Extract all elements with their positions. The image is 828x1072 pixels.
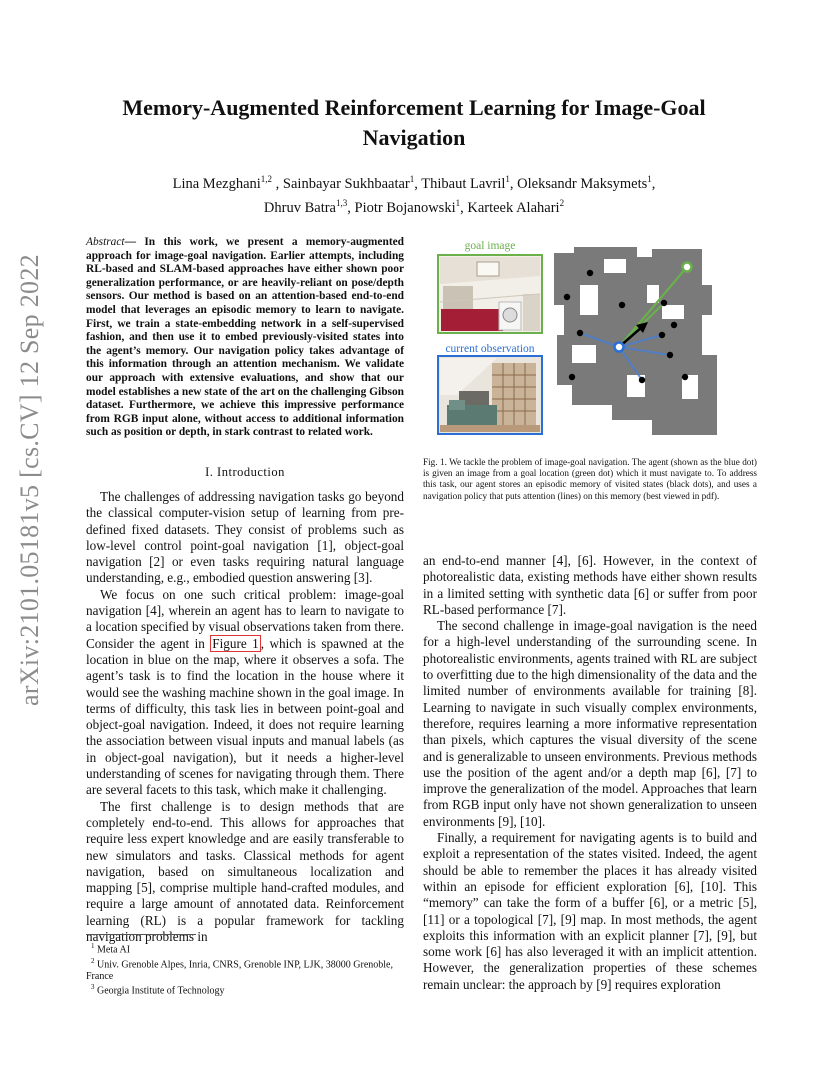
author: , Oleksandr Maksymets$^1$	[509, 174, 652, 192]
figure-1-link[interactable]: Figure 1	[212, 635, 259, 651]
red-cabinet	[441, 309, 503, 331]
paper-title: Memory-Augmented Reinforcement Learning for Image-Goal Navigation	[122, 95, 706, 150]
right-column-body	[423, 553, 757, 993]
author: , Thibaut Lavril$^1$	[414, 174, 510, 192]
abstract-label: Abstract	[86, 236, 125, 248]
author-line-1: Lina Mezghani$^{1,2}$ , Sainbayar Sukhbaatar$^1$, Thibaut Lavril$^1$, Oleksandr Maksymets$^1$,	[172, 174, 656, 192]
navigation-map	[552, 245, 727, 440]
paragraph: an end-to-end manner [4], [6]. However, in the context of photorealistic data, existing methods have either shown results in a limited setting with synthetic data [6] or suffer from poor RL-based performance [7].	[423, 553, 757, 617]
paragraph: Finally, a requirement for navigating agents is to build and exploit a representation of the states visited. Indeed, the agent should be able to remember the places it has already visited within an episode for efficient exploration [6], [10]. This “memory” can take the form of a buffer [6], or a metric [5], [11] or a topological [7], [9] map. In most methods, the agent exploits this information with an explicit planner [7], [9], but some work [6] has also leveraged it with an implicit attention. However, the generalization properties of these schemes remain unclear: the approach by [9] requires exploration	[423, 830, 757, 992]
footnote: $^1$ Meta AI	[91, 942, 131, 956]
goal-image	[437, 254, 543, 334]
goal-image-label: goal image	[464, 240, 516, 252]
abstract-text: — In this work, we present a memory-augmented approach for image-goal navigation. Earlier attempts, including RL-based and SLAM-based approaches have either shown poor generalization performance, or are heavily-reliant on pose/depth sensors. Our method is based on an attention-based end-to-end model that leverages an episodic memory to learn to navigate. First, we train a state-embedding network in a self-supervised fashion, and then use it to embed previously-visited states into the agent’s memory. Our navigation policy takes advantage of this information through an attention mechanism. We validate our approach with extensive evaluations, and show that our model establishes a new state of the art on the challenging Gibson dataset. Furthermore, we achieve this impressive performance from RGB input alone, without access to additional information such as position or depth, in stark contrast to related work.	[86, 236, 404, 439]
author: , Karteek Alahari$^2$	[460, 197, 565, 216]
author-list	[80, 170, 748, 218]
left-column-body	[86, 489, 404, 945]
author: , Piotr Bojanowski$^1$	[347, 197, 461, 216]
arxiv-stamp: arXiv:2101.05181v5 [cs.CV] 12 Sep 2022	[15, 254, 44, 706]
agent-dot	[615, 343, 624, 352]
author: Lina Mezghani$^{1,2}$	[172, 174, 273, 192]
current-observation-label: current observation	[445, 343, 535, 355]
footnote-rule	[86, 934, 196, 935]
abstract	[86, 236, 404, 440]
footnotes	[86, 941, 404, 997]
current-observation-image	[437, 355, 543, 435]
floor-plan	[554, 247, 717, 435]
goal-dot	[683, 263, 692, 272]
paragraph: The first challenge is to design methods that are completely end-to-end. This allows for approaches that require less expert knowledge and are easily transferable to new simulators and tasks. Classical methods for agent navigation, based on simultaneous localization and mapping [5], comprise multiple hand-crafted modules, and require a large amount of annotated data. Reinforcement learning (RL) is a popular framework for tackling navigation problems in	[86, 798, 404, 945]
paragraph: The challenges of addressing navigation tasks go beyond the classical computer-vision setup of learning from pre-defined fixed datasets. They consist of problems such as low-level control point-goal navigation [1], object-goal navigation [2] or even tasks requiring natural language understanding, e.g., embodied question answering [3].	[86, 489, 404, 586]
author-line-2	[80, 194, 748, 218]
author: , Sainbayar Sukhbaatar$^1$	[272, 174, 415, 192]
paragraph: We focus on one such critical problem: image-goal navigation [4], wherein an agent has to learn to navigate to a location specified by visual observations taken from there. Consider the agent in Figure 1 , which is spawned at the location in blue on the map, where it observes a sofa. The agent’s task is to find the location in the house where it would see the washing machine shown in the goal image. In terms of difficulty, this task lies in between point-goal and object-goal navigation. Indeed, it does not require learning the association between visual inputs and manual labels (as in object-goal navigation), but it needs a higher-level understanding of scenes for navigating through them. There are several facets to this task, which make it challenging.	[86, 586, 405, 798]
footnote: $^3$ Georgia Institute of Technology	[91, 983, 225, 997]
author: Dhruv Batra$^{1,3}$	[263, 197, 348, 216]
paragraph: The second challenge in image-goal navigation is the need for a high-level understanding of the surrounding scene. In photorealistic environments, agents trained with RL are subject to overfitting due to the high dimensionality of the data and the limited number of environments available for training [8]. Learning to navigate in such visually complex environments, therefore, requires learning a more informative representation than pixels, which captures the visual diversity of the scene and is generalizable to unseen environments. Previous methods use the position of the agent and/or a depth map [6], [7] to improve the generalization of the model. Approaches that learn from RGB input only have not shown generalization to unseen environments [9], [10].	[423, 618, 758, 829]
figure-caption: Fig. 1. We tackle the problem of image-goal navigation. The agent (shown as the blue dot) is given an image from a goal location (green dot) which it must navigate to. To address this task, our agent stores an episodic memory of visited states (black dots), and uses a navigation policy that puts attention (lines) on this memory (best viewed in pdf).	[423, 457, 757, 501]
footnote: $^2$ Univ. Grenoble Alpes, Inria, CNRS, Grenoble INP, LJK, 38000 Grenoble, France	[86, 956, 393, 982]
section-heading: I. Introduction	[205, 465, 285, 479]
